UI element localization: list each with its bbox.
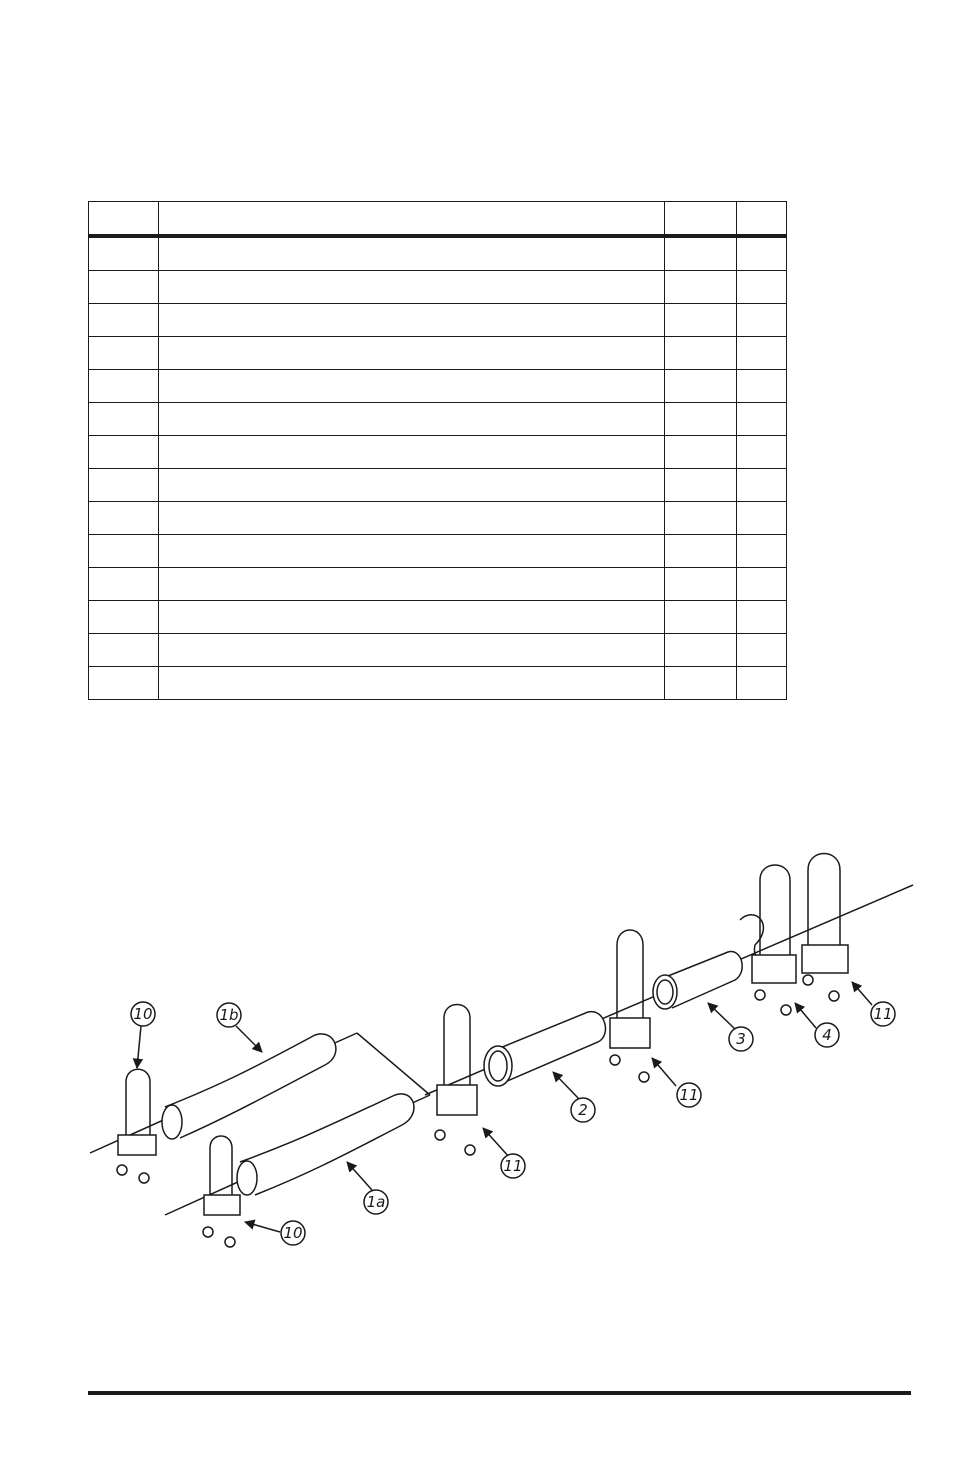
table-cell [159, 568, 665, 601]
table-cell [159, 271, 665, 304]
table-cell [737, 236, 787, 271]
footer-rule [88, 1391, 911, 1395]
table-row [89, 568, 787, 601]
table-cell [665, 535, 737, 568]
table-cell [159, 634, 665, 667]
table-cell [89, 601, 159, 634]
table-cell [159, 667, 665, 700]
table-cell [665, 236, 737, 271]
pipe-3 [653, 952, 742, 1009]
table-cell [89, 667, 159, 700]
pipe-1a [237, 1094, 414, 1195]
table-cell [89, 337, 159, 370]
clamp-10-left [117, 1069, 156, 1183]
table-cell [665, 634, 737, 667]
table-row [89, 667, 787, 700]
arrow-3 [708, 1003, 736, 1030]
table-cell [89, 502, 159, 535]
arrow-1b [236, 1026, 262, 1052]
table-row [89, 469, 787, 502]
table-cell [665, 568, 737, 601]
arrow-2 [553, 1072, 580, 1100]
table-row [89, 502, 787, 535]
header-cell [159, 202, 665, 237]
pipe-1b [162, 1034, 336, 1139]
table-cell [737, 667, 787, 700]
table-header-row [89, 202, 787, 237]
table-cell [665, 667, 737, 700]
callout-11-middle: 11 [503, 1157, 523, 1175]
table-cell [665, 436, 737, 469]
table-cell [737, 337, 787, 370]
table-cell [89, 304, 159, 337]
table-cell [665, 337, 737, 370]
clamp-11-middle [435, 1005, 477, 1156]
table-row [89, 436, 787, 469]
table-row [89, 236, 787, 271]
table-cell [737, 370, 787, 403]
arrow-11-right [852, 982, 872, 1005]
table-cell [737, 271, 787, 304]
header-cell [737, 202, 787, 237]
table-cell [159, 535, 665, 568]
table-cell [665, 469, 737, 502]
clamp-11-right [802, 854, 848, 1002]
table-cell [159, 469, 665, 502]
table-cell [89, 370, 159, 403]
callout-1b: 1b [219, 1006, 239, 1024]
table-row [89, 370, 787, 403]
table-cell [159, 436, 665, 469]
table-row [89, 535, 787, 568]
table-cell [665, 502, 737, 535]
pipe-2 [484, 1012, 605, 1086]
table-cell [159, 403, 665, 436]
callout-3: 3 [736, 1030, 746, 1048]
arrow-1a [347, 1162, 372, 1190]
table-cell [89, 236, 159, 271]
table-row [89, 271, 787, 304]
arrow-4 [795, 1003, 816, 1028]
centerline-branch [357, 1033, 430, 1095]
table-cell [159, 304, 665, 337]
header-cell [89, 202, 159, 237]
table-cell [89, 403, 159, 436]
callout-11-right: 11 [873, 1005, 893, 1023]
table-cell [159, 601, 665, 634]
table-cell [665, 271, 737, 304]
clamp-10-bottom [203, 1136, 240, 1247]
hanger-4 [740, 865, 796, 1015]
parts-table [88, 201, 787, 700]
table-cell [665, 403, 737, 436]
table-cell [737, 601, 787, 634]
table-row [89, 403, 787, 436]
table-cell [159, 337, 665, 370]
table-cell [89, 535, 159, 568]
callout-10-left: 10 [133, 1005, 153, 1023]
table-row [89, 634, 787, 667]
table-cell [665, 304, 737, 337]
table-cell [737, 535, 787, 568]
callout-2: 2 [578, 1101, 588, 1119]
callout-1a: 1a [366, 1193, 386, 1211]
callout-11-second: 11 [679, 1086, 699, 1104]
table-cell [89, 568, 159, 601]
table-cell [159, 236, 665, 271]
callout-10-bottom: 10 [283, 1224, 303, 1242]
arrow-10-bottom [245, 1222, 280, 1232]
table-cell [665, 370, 737, 403]
table-cell [159, 502, 665, 535]
table-cell [737, 634, 787, 667]
table-cell [737, 469, 787, 502]
table-cell [737, 568, 787, 601]
arrow-10-left [137, 1026, 141, 1068]
callout-4: 4 [822, 1026, 832, 1044]
table-cell [159, 370, 665, 403]
table-cell [737, 304, 787, 337]
table-cell [665, 601, 737, 634]
table-row [89, 601, 787, 634]
exhaust-assembly-diagram [80, 840, 930, 1260]
table-row [89, 337, 787, 370]
table-cell [737, 403, 787, 436]
arrow-11-second [652, 1058, 676, 1086]
table-cell [89, 634, 159, 667]
table-cell [89, 271, 159, 304]
table-cell [737, 436, 787, 469]
table-row [89, 304, 787, 337]
table-cell [89, 469, 159, 502]
arrow-11-middle [483, 1128, 510, 1158]
header-cell [665, 202, 737, 237]
table-cell [89, 436, 159, 469]
table-cell [737, 502, 787, 535]
